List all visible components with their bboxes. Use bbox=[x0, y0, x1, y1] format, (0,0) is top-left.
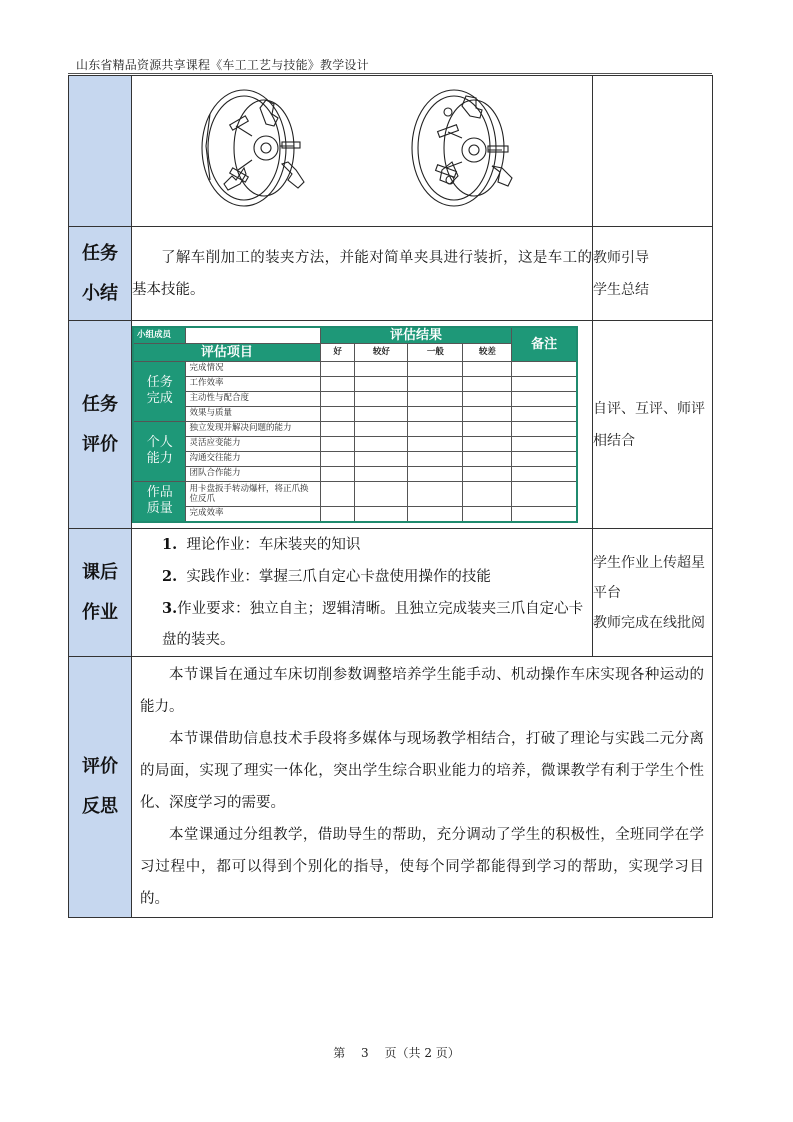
grade-cell[interactable] bbox=[408, 376, 463, 391]
eval-result-header: 评估结果 bbox=[320, 327, 511, 343]
category-name-line1: 作品 bbox=[146, 485, 173, 501]
grade-cell[interactable] bbox=[320, 361, 355, 376]
remark-cell[interactable] bbox=[512, 451, 577, 466]
reflection-label bbox=[69, 657, 132, 918]
grade-cell[interactable] bbox=[320, 421, 355, 436]
grade-cell[interactable] bbox=[463, 376, 512, 391]
remark-cell[interactable] bbox=[512, 406, 577, 421]
reflection-row bbox=[69, 657, 713, 918]
grade-cell[interactable] bbox=[355, 436, 408, 451]
group-members-label: 小组成员 bbox=[133, 327, 186, 343]
grade-cell[interactable] bbox=[355, 361, 408, 376]
summary-notes bbox=[593, 227, 713, 321]
grade-cell[interactable] bbox=[408, 506, 463, 522]
reflection-paragraph-2: 本节课借助信息技术手段将多媒体与现场教学相结合，打破了理论与实践二元分离的局面，实现了理实一体化，突出学生综合职业能力的培养，微课教学有利于学生个性化、深度学习的需要。 bbox=[140, 731, 704, 811]
grade-good: 好 bbox=[320, 343, 355, 361]
grade-cell[interactable] bbox=[463, 436, 512, 451]
grade-cell[interactable] bbox=[320, 376, 355, 391]
grade-cell[interactable] bbox=[355, 506, 408, 522]
image-row-notes-cell bbox=[593, 76, 713, 227]
grade-cell[interactable] bbox=[463, 361, 512, 376]
summary-label bbox=[69, 227, 132, 321]
summary-label-line1: 任务 bbox=[82, 242, 118, 264]
grade-cell[interactable] bbox=[320, 391, 355, 406]
grade-cell[interactable] bbox=[408, 466, 463, 481]
remark-cell[interactable] bbox=[512, 481, 577, 506]
category-name-line1: 个人 bbox=[146, 435, 173, 451]
homework-item-1-text: 理论作业：车床装夹的知识 bbox=[186, 537, 361, 553]
summary-note-1: 教师引导 bbox=[593, 249, 649, 266]
grade-cell[interactable] bbox=[408, 406, 463, 421]
reflection-label-line2: 反思 bbox=[82, 796, 118, 817]
eval-item: 完成效率 bbox=[186, 506, 320, 522]
grade-cell[interactable] bbox=[408, 421, 463, 436]
remark-cell[interactable] bbox=[512, 376, 577, 391]
lesson-table bbox=[68, 75, 713, 918]
eval-item: 完成情况 bbox=[186, 361, 320, 376]
page-header: 山东省精品资源共享课程《车工工艺与技能》教学设计 bbox=[76, 58, 369, 72]
homework-item-2-number: 2. bbox=[162, 568, 178, 585]
reflection-paragraph-3: 本堂课通过分组教学，借助导生的帮助，充分调动了学生的积极性，全班同学在学习过程中，都可以得到个别化的指导，使每个同学都能得到学习的帮助，实现学习目的。 bbox=[140, 827, 704, 907]
image-row-label-cell bbox=[69, 76, 132, 227]
evaluation-label-line1: 任务 bbox=[82, 393, 118, 415]
grade-cell[interactable] bbox=[320, 406, 355, 421]
homework-label-line1: 课后 bbox=[82, 561, 118, 583]
grade-cell[interactable] bbox=[463, 481, 512, 506]
footer-suffix: 页（共 2 页） bbox=[384, 1046, 460, 1060]
page-footer bbox=[0, 1044, 793, 1061]
grade-cell[interactable] bbox=[355, 421, 408, 436]
homework-item-1 bbox=[132, 529, 592, 561]
grade-cell[interactable] bbox=[463, 391, 512, 406]
grade-cell[interactable] bbox=[463, 506, 512, 522]
eval-item: 效果与质量 bbox=[186, 406, 320, 421]
grade-cell[interactable] bbox=[355, 466, 408, 481]
evaluation-note: 自评、互评、师评相结合 bbox=[593, 400, 705, 449]
homework-note-2: 教师完成在线批阅 bbox=[593, 614, 705, 631]
eval-item-header: 评估项目 bbox=[133, 343, 320, 361]
grade-cell[interactable] bbox=[355, 376, 408, 391]
reflection-label-line1: 评价 bbox=[82, 756, 118, 777]
grade-cell[interactable] bbox=[320, 451, 355, 466]
grade-cell[interactable] bbox=[320, 506, 355, 522]
evaluation-form bbox=[132, 326, 578, 523]
grade-cell[interactable] bbox=[463, 421, 512, 436]
chuck-diagram-right bbox=[412, 90, 512, 206]
grade-cell[interactable] bbox=[408, 451, 463, 466]
homework-label-line2: 作业 bbox=[82, 601, 118, 623]
homework-item-2-text: 实践作业：掌握三爪自定心卡盘使用操作的技能 bbox=[186, 569, 491, 585]
summary-row bbox=[69, 227, 713, 321]
evaluation-label-line2: 评价 bbox=[82, 433, 118, 455]
grade-cell[interactable] bbox=[320, 466, 355, 481]
footer-prefix: 第 bbox=[333, 1046, 346, 1060]
homework-notes bbox=[593, 529, 713, 657]
eval-item: 独立发现并解决问题的能力 bbox=[186, 421, 320, 436]
eval-item: 工作效率 bbox=[186, 376, 320, 391]
homework-item-1-number: 1. bbox=[162, 536, 178, 553]
homework-content bbox=[132, 529, 593, 657]
homework-item-3 bbox=[132, 593, 592, 656]
grade-cell[interactable] bbox=[408, 391, 463, 406]
grade-cell[interactable] bbox=[408, 361, 463, 376]
chuck-diagram-left bbox=[202, 90, 304, 206]
grade-cell[interactable] bbox=[320, 436, 355, 451]
category-name-line2: 能力 bbox=[146, 451, 173, 467]
summary-text: 了解车削加工的装夹方法，并能对简单夹具进行装折，这是车工的基本技能。 bbox=[132, 249, 592, 298]
category-name-line2: 质量 bbox=[146, 501, 173, 517]
remark-cell[interactable] bbox=[512, 436, 577, 451]
remark-cell[interactable] bbox=[512, 421, 577, 436]
category-task-completion bbox=[133, 361, 186, 421]
grade-cell[interactable] bbox=[320, 481, 355, 506]
eval-item: 灵活应变能力 bbox=[186, 436, 320, 451]
remark-cell[interactable] bbox=[512, 391, 577, 406]
grade-cell[interactable] bbox=[408, 436, 463, 451]
grade-cell[interactable] bbox=[463, 466, 512, 481]
grade-cell[interactable] bbox=[355, 451, 408, 466]
summary-note-2: 学生总结 bbox=[593, 281, 649, 298]
grade-cell[interactable] bbox=[463, 406, 512, 421]
grade-poor: 较差 bbox=[463, 343, 512, 361]
grade-average: 一般 bbox=[408, 343, 463, 361]
grade-cell[interactable] bbox=[355, 406, 408, 421]
image-row bbox=[69, 76, 713, 227]
eval-item: 团队合作能力 bbox=[186, 466, 320, 481]
remark-cell[interactable] bbox=[512, 361, 577, 376]
reflection-paragraph-1: 本节课旨在通过车床切削参数调整培养学生能手动、机动操作车床实现各种运动的能力。 bbox=[140, 667, 704, 715]
homework-label bbox=[69, 529, 132, 657]
grade-cell[interactable] bbox=[463, 451, 512, 466]
category-name-line1: 任务 bbox=[146, 375, 173, 391]
remark-cell[interactable] bbox=[512, 466, 577, 481]
eval-item: 用卡盘扳手转动爆杆，将正爪换位反爪 bbox=[186, 481, 320, 506]
evaluation-row bbox=[69, 321, 713, 529]
homework-item-3-text: 作业要求：独立自主；逻辑清晰。且独立完成装夹三爪自定心卡盘的装夹。 bbox=[162, 601, 584, 648]
eval-item: 沟通交往能力 bbox=[186, 451, 320, 466]
category-work-quality bbox=[133, 481, 186, 522]
homework-note-1: 学生作业上传超星平台 bbox=[593, 554, 705, 601]
group-members-value[interactable] bbox=[186, 327, 320, 343]
category-name-line2: 完成 bbox=[146, 391, 173, 407]
summary-content bbox=[132, 227, 593, 321]
remarks-header: 备注 bbox=[512, 327, 577, 361]
homework-row bbox=[69, 529, 713, 657]
homework-item-3-number: 3. bbox=[162, 600, 178, 617]
grade-cell[interactable] bbox=[355, 391, 408, 406]
header-rule bbox=[68, 73, 712, 74]
remark-cell[interactable] bbox=[512, 506, 577, 522]
reflection-content bbox=[132, 657, 713, 918]
three-jaw-chuck-drawings bbox=[132, 76, 593, 222]
evaluation-label bbox=[69, 321, 132, 529]
summary-label-line2: 小结 bbox=[82, 282, 118, 304]
footer-page-number: 3 bbox=[361, 1046, 369, 1060]
category-personal-ability bbox=[133, 421, 186, 481]
grade-cell[interactable] bbox=[355, 481, 408, 506]
grade-cell[interactable] bbox=[408, 481, 463, 506]
evaluation-content bbox=[132, 321, 593, 529]
homework-item-2 bbox=[132, 561, 592, 593]
chuck-illustrations bbox=[132, 76, 593, 227]
evaluation-notes bbox=[593, 321, 713, 529]
eval-item: 主动性与配合度 bbox=[186, 391, 320, 406]
grade-fairly-good: 较好 bbox=[355, 343, 408, 361]
